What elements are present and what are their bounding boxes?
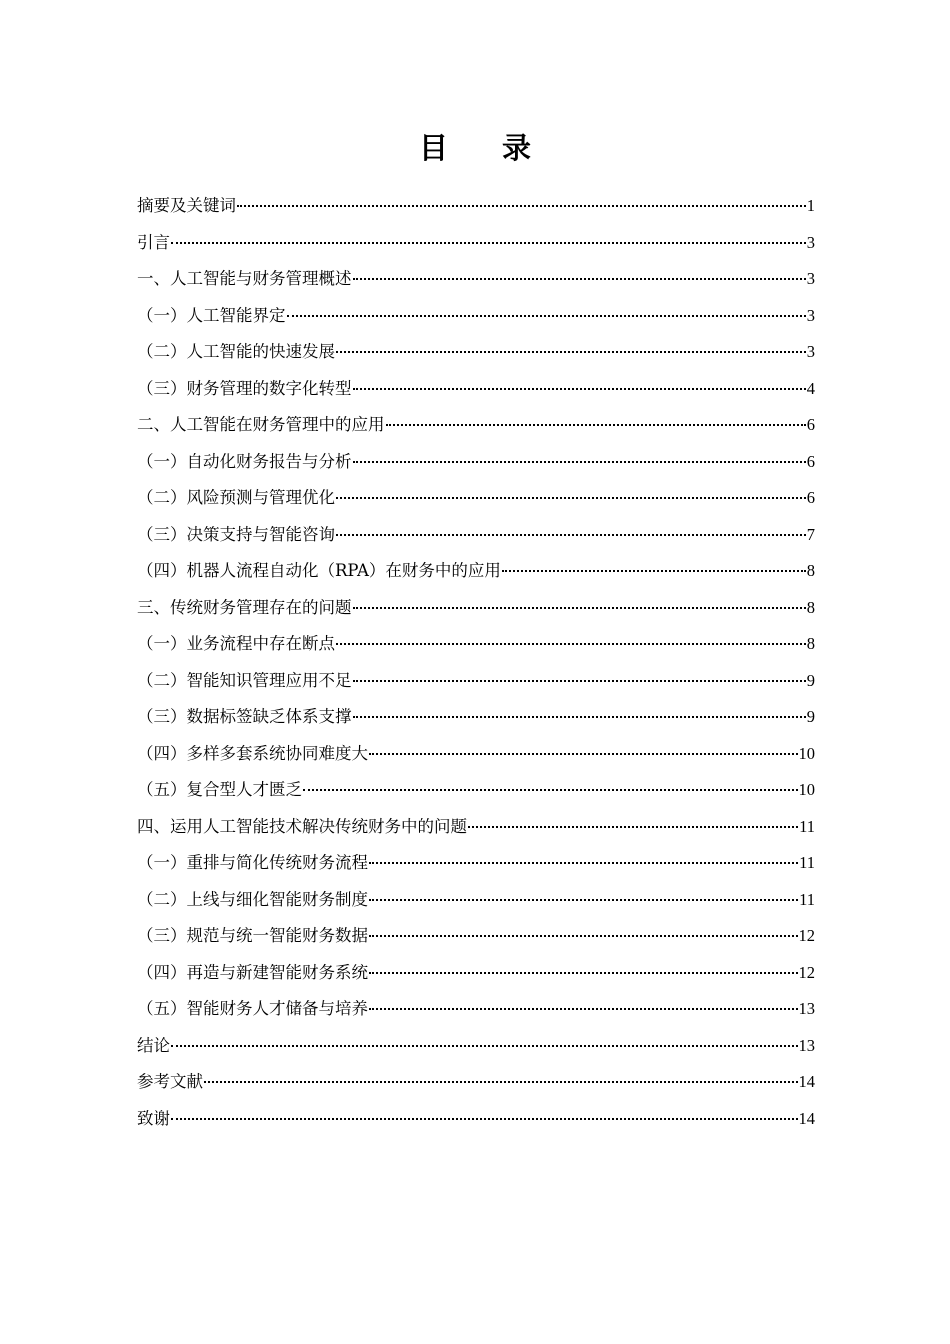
toc-entry-page: 12 xyxy=(798,962,815,982)
toc-entry-page: 6 xyxy=(806,488,815,507)
dot-leader xyxy=(353,388,806,390)
toc-entry-label: （五）智能财务人才储备与培养 xyxy=(137,999,368,1018)
toc-entry[interactable] xyxy=(137,772,815,809)
toc-entry-label: （三）数据标签缺乏体系支撑 xyxy=(137,707,352,726)
toc-entry-label: 摘要及关键词 xyxy=(137,196,236,215)
toc-entry-label: （一）业务流程中存在断点 xyxy=(137,634,335,653)
toc-entry[interactable] xyxy=(137,480,815,517)
toc-entry[interactable] xyxy=(137,1101,815,1138)
toc-entry[interactable] xyxy=(137,663,815,700)
toc-entry-page: 3 xyxy=(806,342,815,361)
dot-leader xyxy=(369,899,798,901)
toc-entry-label: （五）复合型人才匮乏 xyxy=(137,780,302,799)
dot-leader xyxy=(369,862,798,864)
toc-entry-page: 12 xyxy=(798,926,815,945)
toc-entry[interactable] xyxy=(137,334,815,371)
toc-entry[interactable] xyxy=(137,1064,815,1101)
dot-leader xyxy=(353,278,806,280)
toc-entry-page: 11 xyxy=(799,853,815,872)
toc-entry-label: （二）风险预测与管理优化 xyxy=(137,488,335,507)
toc-entry-label: 引言 xyxy=(137,232,170,252)
toc-entry[interactable] xyxy=(137,517,815,554)
toc-entry[interactable] xyxy=(137,444,815,481)
toc-entry-page: 6 xyxy=(806,451,815,471)
toc-entry-label: （二）智能知识管理应用不足 xyxy=(137,670,352,690)
toc-entry-page: 6 xyxy=(806,415,815,434)
dot-leader xyxy=(369,935,798,937)
dot-leader xyxy=(204,1081,798,1083)
toc-entry-page: 3 xyxy=(806,305,815,325)
toc-entry[interactable] xyxy=(137,298,815,335)
table-of-contents xyxy=(137,188,815,1137)
toc-entry-label: 参考文献 xyxy=(137,1072,203,1091)
toc-entry-label: （一）自动化财务报告与分析 xyxy=(137,451,352,471)
toc-entry-page: 1 xyxy=(806,196,815,215)
page-title xyxy=(0,124,950,168)
dot-leader xyxy=(369,972,798,974)
toc-entry-label: 三、传统财务管理存在的问题 xyxy=(137,597,352,617)
toc-entry[interactable] xyxy=(137,225,815,262)
toc-entry-page: 3 xyxy=(806,269,815,288)
toc-entry-label: 一、人工智能与财务管理概述 xyxy=(137,269,352,288)
dot-leader xyxy=(303,789,798,791)
toc-entry-page: 14 xyxy=(798,1108,815,1128)
toc-entry[interactable] xyxy=(137,188,815,225)
toc-entry[interactable] xyxy=(137,991,815,1028)
toc-entry-page: 10 xyxy=(798,743,815,763)
dot-leader xyxy=(171,1045,798,1047)
dot-leader xyxy=(336,534,806,536)
dot-leader xyxy=(353,607,806,609)
dot-leader xyxy=(171,1118,798,1120)
toc-entry-label: （三）决策支持与智能咨询 xyxy=(137,524,335,544)
dot-leader xyxy=(287,315,806,317)
toc-entry[interactable] xyxy=(137,590,815,627)
toc-entry-page: 8 xyxy=(806,561,815,580)
toc-entry-page: 9 xyxy=(806,707,815,726)
toc-entry-label: 二、人工智能在财务管理中的应用 xyxy=(137,415,385,434)
dot-leader xyxy=(171,242,806,244)
toc-entry[interactable] xyxy=(137,955,815,992)
toc-entry-label: 结论 xyxy=(137,1035,170,1055)
toc-entry[interactable] xyxy=(137,626,815,663)
toc-entry-page: 8 xyxy=(806,597,815,617)
toc-entry-label: （一）重排与简化传统财务流程 xyxy=(137,853,368,872)
dot-leader xyxy=(369,1008,798,1010)
toc-entry-page: 4 xyxy=(806,378,815,398)
dot-leader xyxy=(237,205,806,207)
dot-leader xyxy=(468,826,798,828)
toc-entry-page: 13 xyxy=(798,999,815,1018)
dot-leader xyxy=(336,643,806,645)
toc-entry-label: （四）再造与新建智能财务系统 xyxy=(137,962,368,982)
toc-entry[interactable] xyxy=(137,845,815,882)
toc-entry-page: 8 xyxy=(806,634,815,653)
dot-leader xyxy=(386,424,806,426)
toc-entry[interactable] xyxy=(137,371,815,408)
toc-entry-label: （三）财务管理的数字化转型 xyxy=(137,378,352,398)
toc-entry-label: 致谢 xyxy=(137,1108,170,1128)
page-title-char: 录 xyxy=(502,130,532,165)
page-title-char: 目 xyxy=(418,130,448,165)
toc-entry-label: （四）机器人流程自动化（RPA）在财务中的应用 xyxy=(137,561,501,580)
toc-entry[interactable] xyxy=(137,918,815,955)
toc-entry[interactable] xyxy=(137,809,815,846)
toc-entry-page: 11 xyxy=(799,889,815,909)
toc-entry-label: （一）人工智能界定 xyxy=(137,305,286,325)
toc-entry-label: 四、运用人工智能技术解决传统财务中的问题 xyxy=(137,816,467,836)
dot-leader xyxy=(353,716,806,718)
toc-entry-page: 13 xyxy=(798,1035,815,1055)
dot-leader xyxy=(353,680,806,682)
toc-entry[interactable] xyxy=(137,699,815,736)
toc-entry-page: 10 xyxy=(798,780,815,799)
toc-entry-label: （二）上线与细化智能财务制度 xyxy=(137,889,368,909)
toc-entry-page: 11 xyxy=(799,816,815,836)
toc-entry[interactable] xyxy=(137,407,815,444)
toc-entry-page: 9 xyxy=(806,670,815,690)
toc-entry[interactable] xyxy=(137,553,815,590)
dot-leader xyxy=(502,570,806,572)
dot-leader xyxy=(336,351,806,353)
toc-entry[interactable] xyxy=(137,261,815,298)
toc-entry-label: （三）规范与统一智能财务数据 xyxy=(137,926,368,945)
toc-entry-label: （二）人工智能的快速发展 xyxy=(137,342,335,361)
toc-entry-page: 14 xyxy=(798,1072,815,1091)
toc-entry-label: （四）多样多套系统协同难度大 xyxy=(137,743,368,763)
toc-entry[interactable] xyxy=(137,1028,815,1065)
toc-entry[interactable] xyxy=(137,882,815,919)
dot-leader xyxy=(369,753,798,755)
dot-leader xyxy=(353,461,806,463)
toc-entry-page: 7 xyxy=(806,524,815,544)
dot-leader xyxy=(336,497,806,499)
toc-entry-page: 3 xyxy=(806,232,815,252)
toc-entry[interactable] xyxy=(137,736,815,773)
